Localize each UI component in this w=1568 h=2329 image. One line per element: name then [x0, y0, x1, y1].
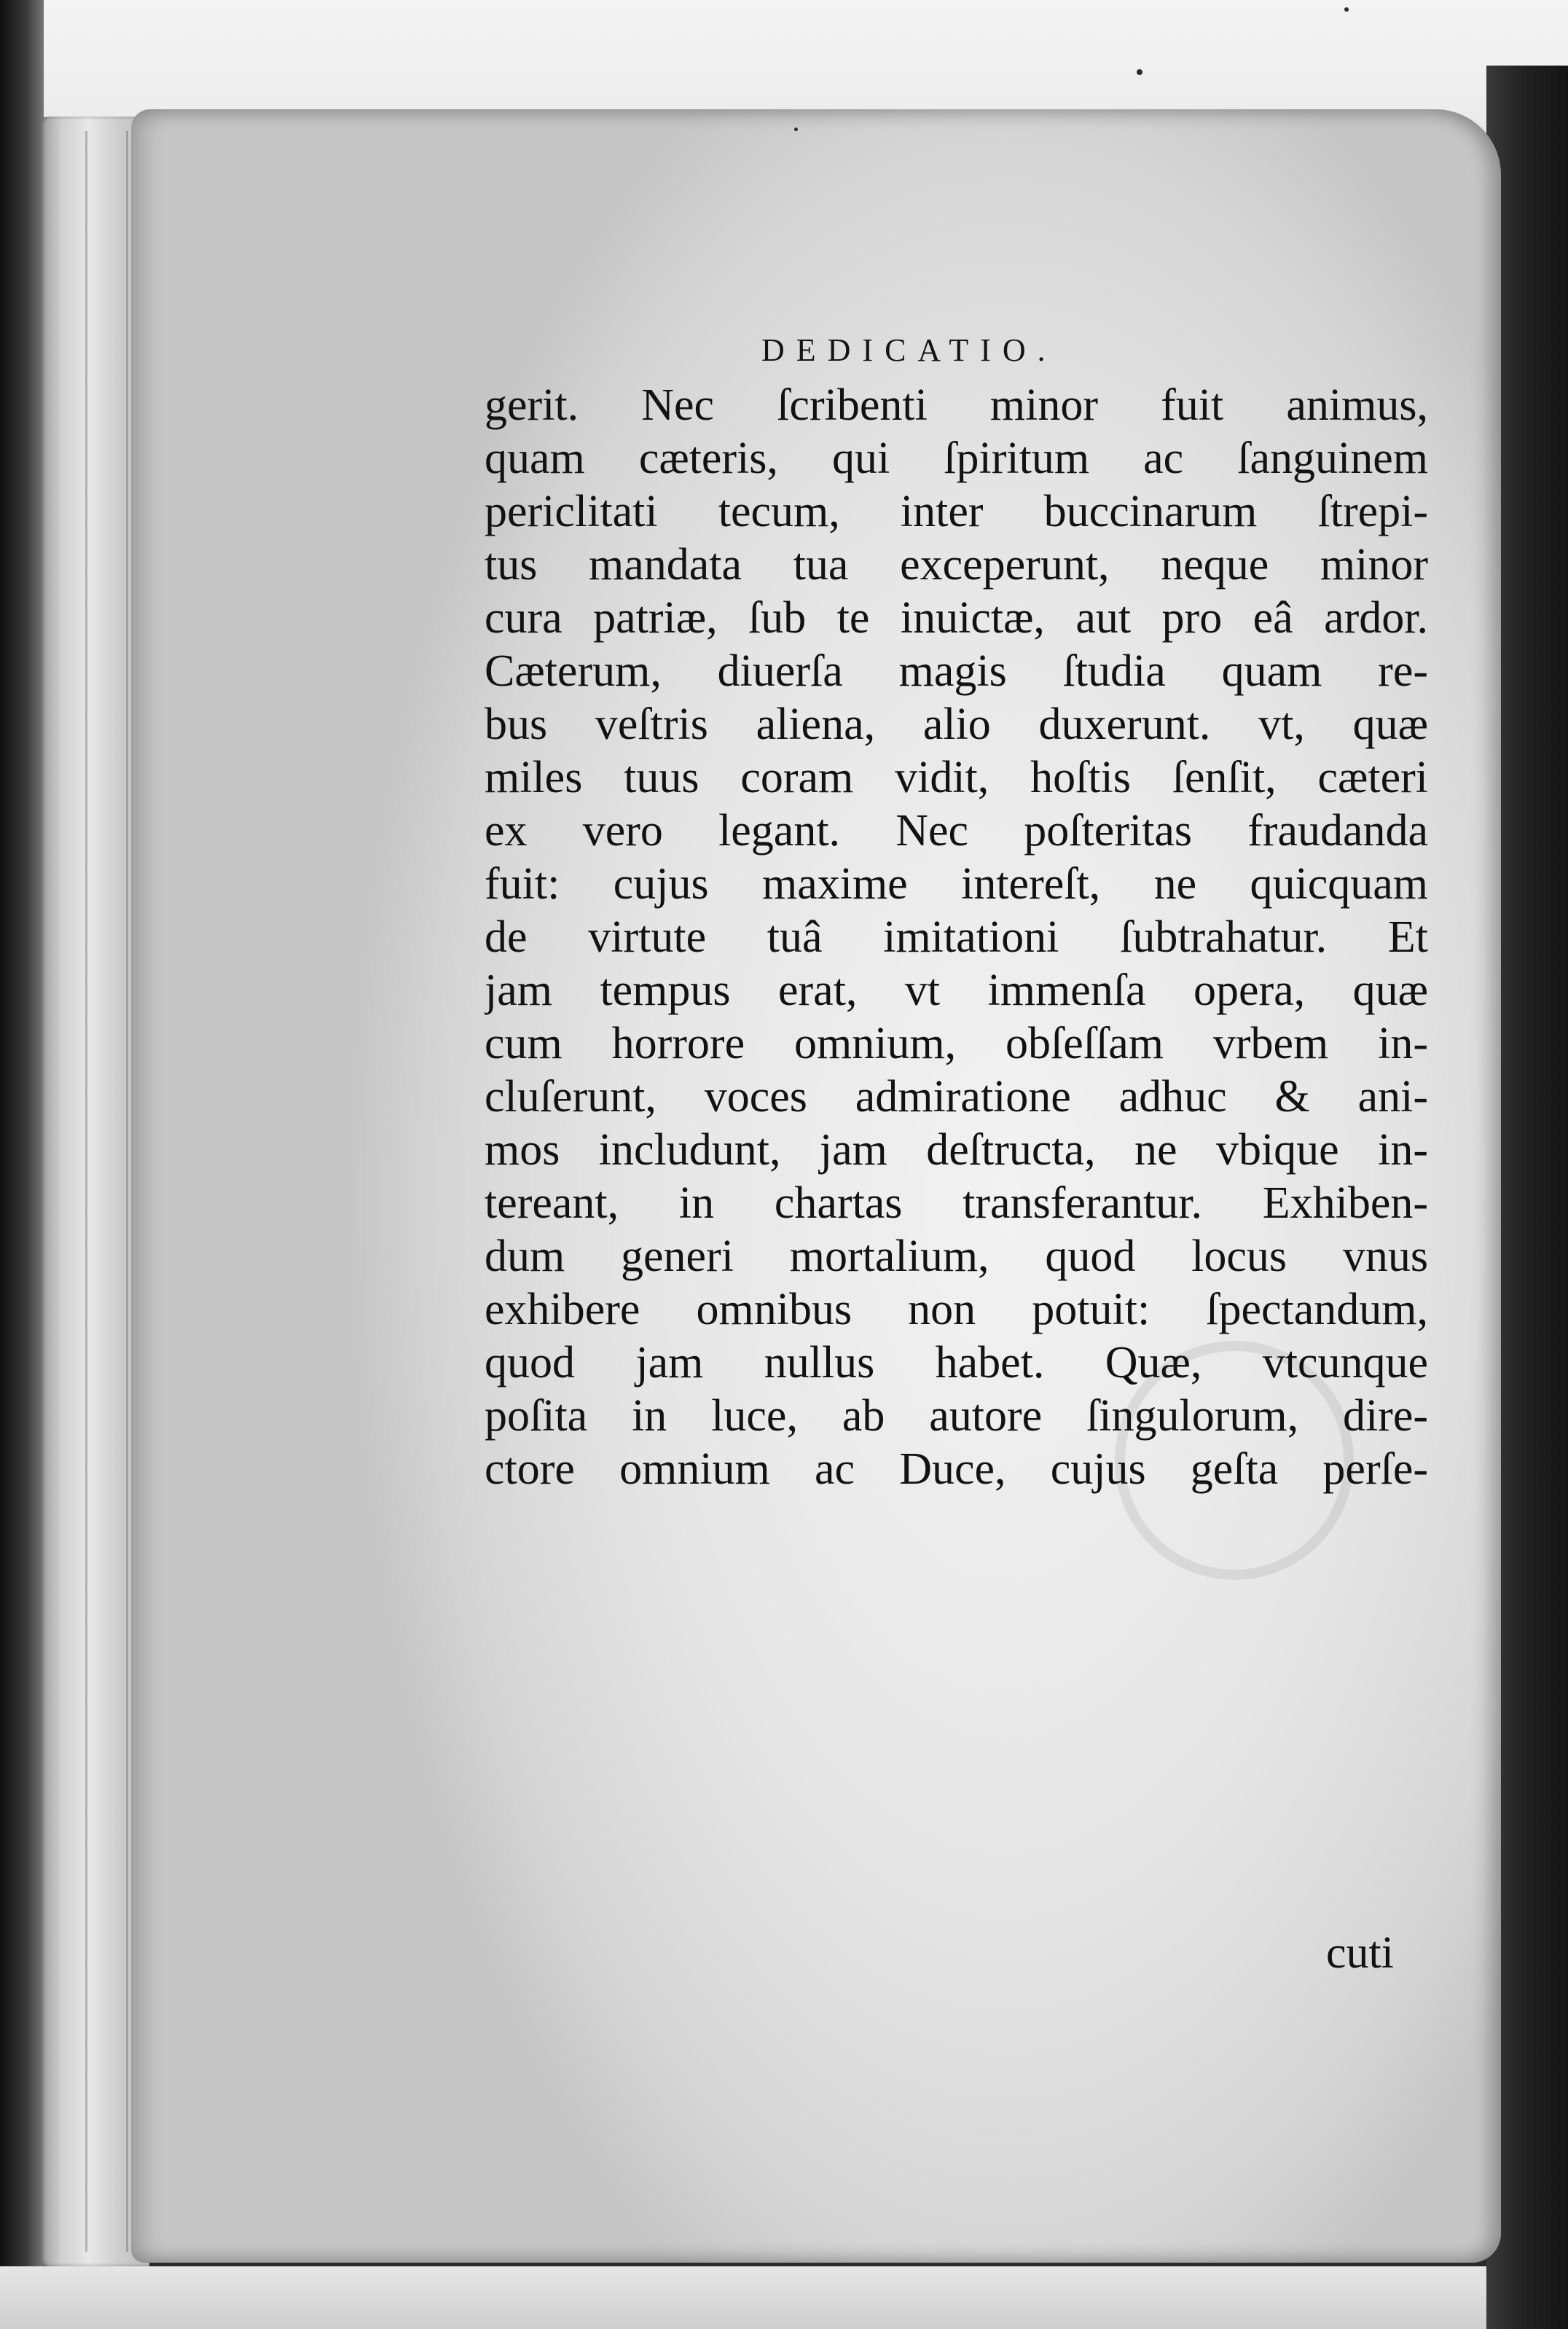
text-line: cluſerunt, voces admiratione adhuc & ani- — [485, 1072, 1428, 1122]
text-line: miles tuus coram vidit, hoſtis ſenſit, cæteri — [485, 753, 1428, 802]
text-line: tereant, in chartas transferantur. Exhiben- — [485, 1178, 1428, 1228]
text-line: cum horrore omnium, obſeſſam vrbem in- — [485, 1019, 1428, 1068]
text-line: mos includunt, jam deſtructa, ne vbique in- — [485, 1125, 1428, 1175]
text-line: cura patriæ, ſub te inuictæ, aut pro eâ ardor. — [485, 593, 1428, 643]
text-line: quod jam nullus habet. Quæ, vtcunque — [485, 1338, 1428, 1387]
text-line: periclitati tecum, inter buccinarum ſtrepi- — [485, 487, 1428, 536]
scan-background-left — [0, 0, 44, 2329]
text-line: bus veſtris aliena, alio duxerunt. vt, quæ — [485, 700, 1428, 749]
text-line: ctore omnium ac Duce, cujus geſta perſe- — [485, 1444, 1428, 1494]
scan-background-bottom — [0, 2266, 1568, 2329]
text-line: gerit. Nec ſcribenti minor fuit animus, — [485, 380, 1428, 430]
text-line: jam tempus erat, vt immenſa opera, quæ — [485, 966, 1428, 1015]
text-line: de virtute tuâ imitationi ſubtrahatur. Et — [485, 912, 1428, 962]
body-text — [485, 379, 1428, 1496]
text-line: ex vero legant. Nec poſteritas fraudanda — [485, 806, 1428, 856]
speck — [1344, 7, 1349, 12]
speck — [1137, 69, 1142, 75]
text-line: dum generi mortalium, quod locus vnus — [485, 1232, 1428, 1281]
running-head: DEDICATIO. — [761, 332, 1057, 368]
text-line: Cæterum, diuerſa magis ſtudia quam re- — [485, 646, 1428, 696]
text-line: quam cæteris, qui ſpiritum ac ſanguinem — [485, 434, 1428, 483]
text-line: poſita in luce, ab autore ſingulorum, dire- — [485, 1391, 1428, 1441]
text-line: exhibere omnibus non potuit: ſpectandum, — [485, 1285, 1428, 1334]
text-line: tus mandata tua exceperunt, neque minor — [485, 540, 1428, 590]
catchword: cuti — [1326, 1928, 1394, 1978]
speck — [794, 128, 798, 131]
text-line: fuit: cujus maxime intereſt, ne quicquam — [485, 859, 1428, 909]
